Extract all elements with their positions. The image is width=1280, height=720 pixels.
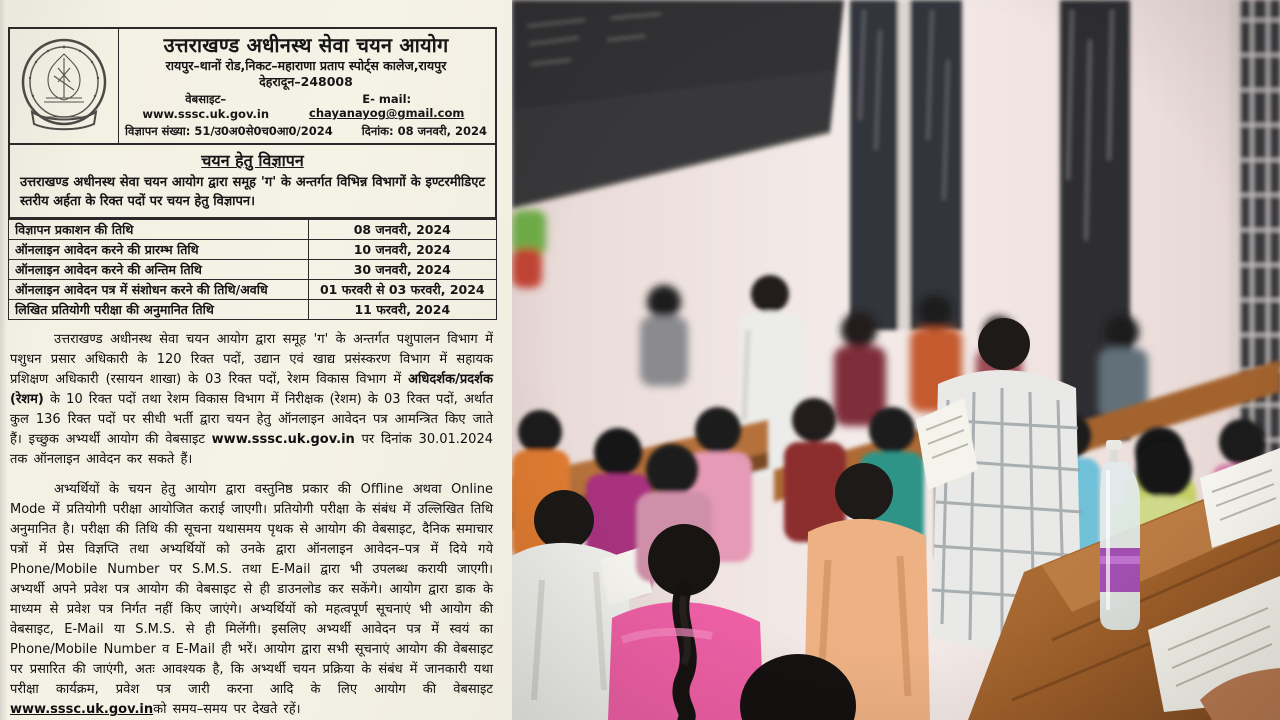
org-email: E- mail: chayanayog@gmail.com xyxy=(309,92,465,120)
notice-intro: उत्तराखण्ड अधीनस्थ सेवा चयन आयोग द्वारा समूह 'ग' के अन्तर्गत विभिन्न विभागों के इण्टरमीडिएट स्तरीय अर्हता के रिक्त पदों पर चयन हेतु विज्ञापन। xyxy=(20,175,485,209)
classroom-illustration xyxy=(512,0,1280,720)
notification-document xyxy=(0,0,512,720)
commission-emblem xyxy=(10,29,119,143)
table-row xyxy=(9,300,497,320)
notice-title: चयन हेतु विज्ञापन xyxy=(201,151,304,170)
org-address: रायपुर–थानों रोड,निकट–महाराणा प्रताप स्पोर्ट्स कालेज,रायपुर xyxy=(165,58,447,73)
table-cell-value: 10 जनवरी, 2024 xyxy=(308,240,496,260)
notice-date: दिनांक: 08 जनवरी, 2024 xyxy=(361,124,487,138)
table-row xyxy=(9,260,497,280)
paragraph-vacancies: उत्तराखण्ड अधीनस्थ सेवा चयन आयोग द्वारा समूह 'ग' के अन्तर्गत पशुपालन विभाग में पशुधन प्रसार अधिकारी के 120 रिक्त पदों, उद्यान एवं खाद्य प्रसंस्करण विभाग में सहायक प्रशिक्षण अधिकारी (रसायन शाखा) के 03 रिक्त पदों, रेशम विकास विभाग में अधिदर्शक/प्रदर्शक (रेशम) के 10 रिक्त पदों तथा रेशम विकास विभाग में निरीक्षक (रेशम) के 03 रिक्त पदों, अर्थात कुल 136 रिक्त पदों पर सीधी भर्ती द्वारा चयन हेतु ऑनलाइन आवेदन पत्र आमन्त्रित किए जाते हैं। इच्छुक अभ्यर्थी आयोग की वेबसाइट www.sssc.uk.gov.in पर दिनांक 30.01.2024 तक ऑनलाइन आवेदन कर सकते हैं। xyxy=(10,332,493,467)
table-cell-value: 11 फरवरी, 2024 xyxy=(308,300,496,320)
table-cell-label: ऑनलाइन आवेदन करने की प्रारम्भ तिथि xyxy=(9,240,309,260)
org-name: उत्तराखण्ड अधीनस्थ सेवा चयन आयोग xyxy=(163,33,449,57)
table-row xyxy=(9,220,497,240)
table-cell-label: ऑनलाइन आवेदन पत्र में संशोधन करने की तिथि/अवधि xyxy=(9,280,309,300)
table-cell-label: लिखित प्रतियोगी परीक्षा की अनुमानित तिथि xyxy=(9,300,309,320)
document-header xyxy=(8,27,497,145)
exam-hall-photo xyxy=(512,0,1280,720)
table-cell-value: 30 जनवरी, 2024 xyxy=(308,260,496,280)
table-row xyxy=(9,240,497,260)
paragraph-exam-info: अभ्यर्थियों के चयन हेतु आयोग द्वारा वस्तुनिष्ठ प्रकार की Offline अथवा Online Mode में प्रतियोगी परीक्षा आयोजित कराई जाएगी। प्रतियोगी परीक्षा के संबंध में उल्लिखित तिथि अनुमानित है। परीक्षा की तिथि की सूचना यथासमय पृथक से आयोग की वेबसाइट, दैनिक समाचार पत्रों में प्रेस विज्ञप्ति तथा अभ्यर्थियों को उनके द्वारा ऑनलाइन आवेदन–पत्र में दिये गये Phone/Mobile Number पर S.M.S. तथा E-Mail द्वारा भी उपलब्ध करायी जाएगी। अभ्यर्थी अपने प्रवेश पत्र आयोग की वेबसाइट से ही डाउनलोड कर सकेंगे। आयोग द्वारा डाक के माध्यम से प्रवेश पत्र निर्गत नहीं किए जाएंगे। अभ्यर्थियों को महत्वपूर्ण सूचनाएं भी आयोग की वेबसाइट, E-Mail या S.M.S. से ही मिलेंगी। इसलिए अभ्यर्थी आवेदन पत्र में स्वयं का Phone/Mobile Number व E-Mail ही भरें। आयोग द्वारा सभी सूचनाएं आयोग की वेबसाइट पर प्रसारित की जाएंगी, अतः आवश्यक है, कि अभ्यर्थी चयन प्रक्रिया के संबंध में जानकारी यथा परीक्षा कार्यक्रम, प्रवेश पत्र जारी करना आदि के लिए आयोग की वेबसाइट www.sssc.uk.gov.inको समय–समय पर देखते रहें। xyxy=(10,482,493,717)
table-cell-label: विज्ञापन प्रकाशन की तिथि xyxy=(9,220,309,240)
org-website: वेबसाइट–www.sssc.uk.gov.in xyxy=(142,92,270,121)
email-link: chayanayog@gmail.com xyxy=(309,106,465,120)
table-row xyxy=(9,280,497,300)
table-cell-value: 08 जनवरी, 2024 xyxy=(308,220,496,240)
table-cell-label: ऑनलाइन आवेदन करने की अन्तिम तिथि xyxy=(9,260,309,280)
notice-body xyxy=(8,320,497,720)
notice-title-box xyxy=(8,145,497,219)
schedule-table xyxy=(8,219,497,320)
advertisement-number: विज्ञापन संख्या: 51/उ0अ0से0च0आ0/2024 xyxy=(125,124,333,138)
org-address-2: देहरादून–248008 xyxy=(259,74,353,89)
table-cell-value: 01 फरवरी से 03 फरवरी, 2024 xyxy=(308,280,496,300)
emblem-seal-icon xyxy=(18,38,110,134)
